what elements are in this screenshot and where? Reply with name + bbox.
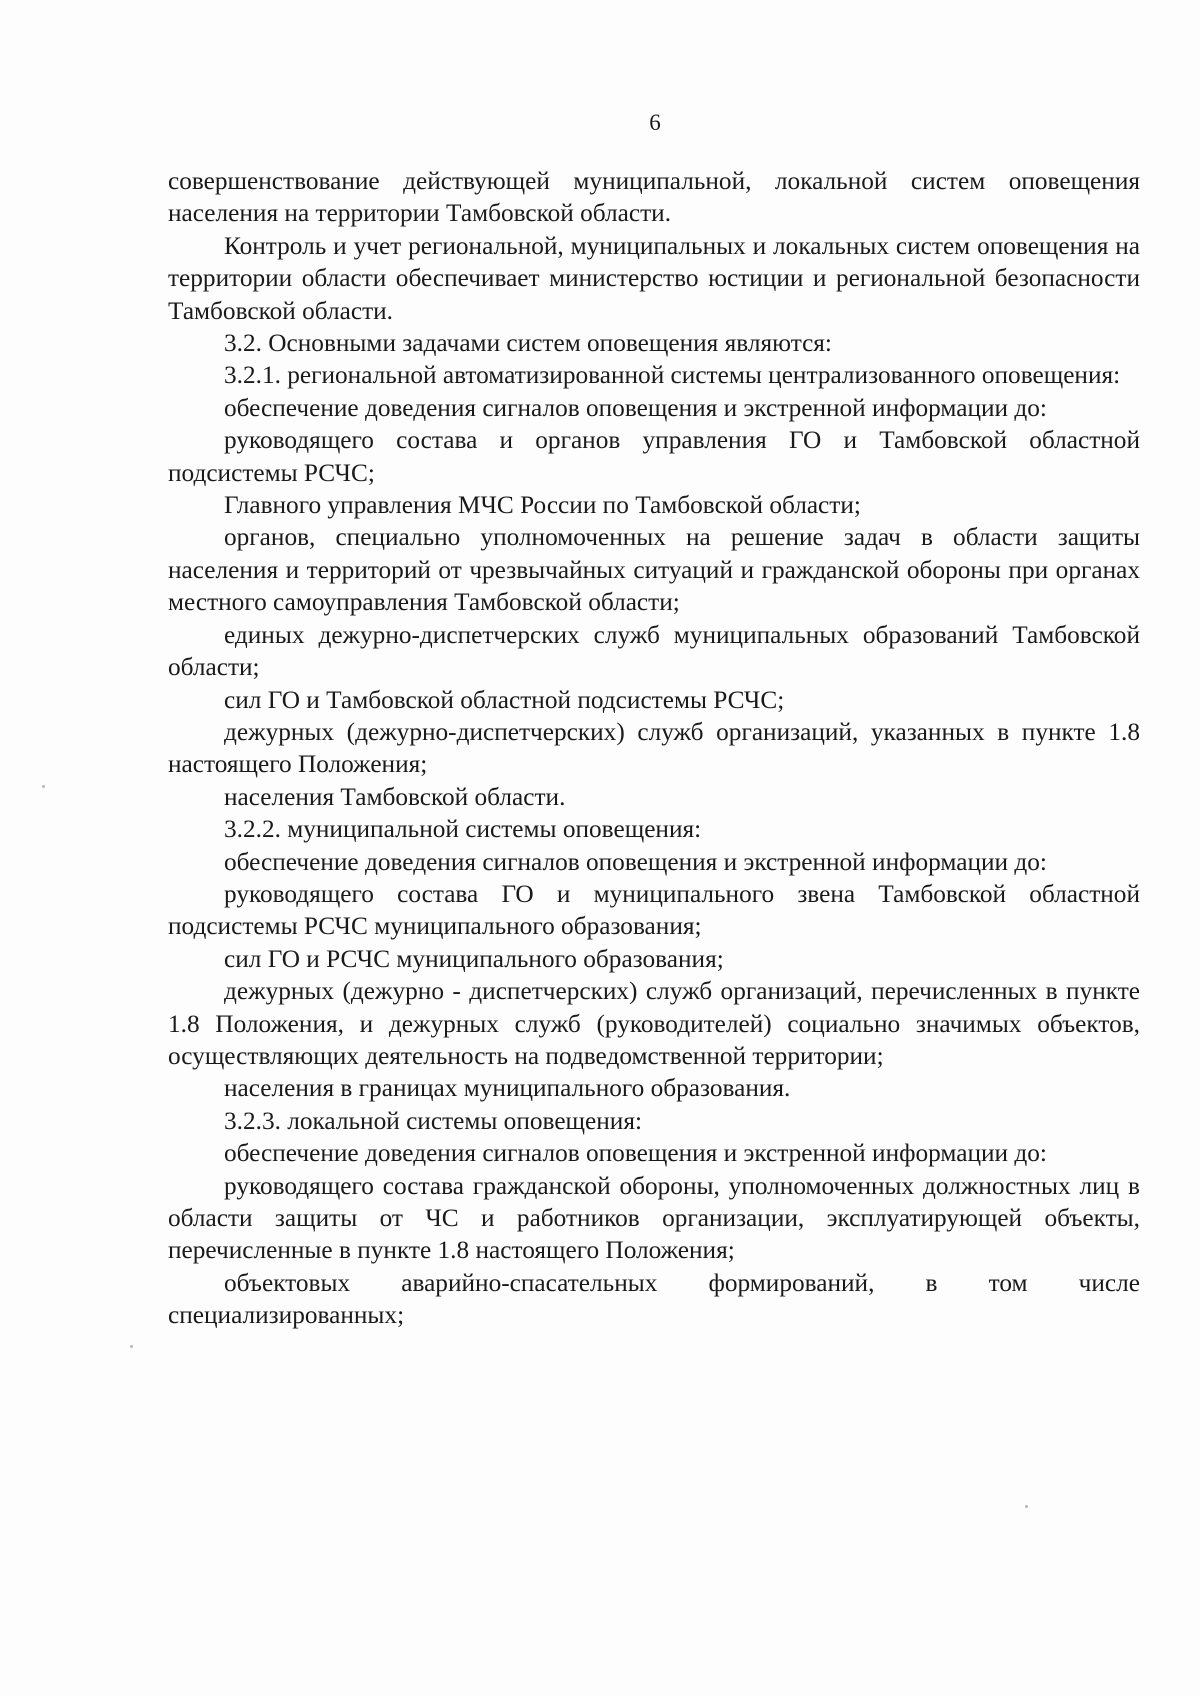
page-number: 6 bbox=[649, 110, 661, 135]
paragraph: 3.2.2. муниципальной системы оповещения: bbox=[224, 815, 702, 844]
paragraph: совершенствование действующей муниципальной, локальной систем оповещения населения на территории Тамбовской области. bbox=[168, 167, 1140, 228]
paragraph: дежурных (дежурно-диспетчерских) служб организаций, указанных в пункте 1.8 настоящего Положения; bbox=[168, 717, 1140, 779]
paragraph: обеспечение доведения сигналов оповещения и экстренной информации до: bbox=[224, 1139, 1047, 1168]
paragraph: руководящего состава гражданской обороны, уполномоченных должностных лиц в области защиты от ЧС и работников организации, эксплуатирующей объекты, перечисленные в пункте 1.8 настоящего Положения; bbox=[168, 1171, 1140, 1265]
paragraph: 3.2.3. локальной системы оповещения: bbox=[224, 1106, 642, 1135]
paragraph: обеспечение доведения сигналов оповещения и экстренной информации до: bbox=[224, 847, 1047, 876]
paragraph: населения Тамбовской области. bbox=[224, 782, 566, 811]
paragraph: 3.2. Основными задачами систем оповещения являются: bbox=[224, 329, 832, 358]
paragraph: 3.2.1. региональной автоматизированной системы централизованного оповещения: bbox=[224, 361, 1121, 390]
scan-speck bbox=[130, 1345, 133, 1348]
scan-speck bbox=[42, 785, 45, 788]
paragraph: населения в границах муниципального образования. bbox=[224, 1074, 791, 1103]
paragraph: дежурных (дежурно - диспетчерских) служб организаций, перечисленных в пункте 1.8 Положения, и дежурных служб (руководителей) социально значимых объектов, осуществляющих деятельность на подведомственной территории; bbox=[168, 977, 1140, 1070]
document-body bbox=[168, 165, 1140, 1332]
paragraph: сил ГО и РСЧС муниципального образования; bbox=[224, 944, 724, 973]
paragraph: Контроль и учет региональной, муниципальных и локальных систем оповещения на территории области обеспечивает министерство юстиции и региональной безопасности Тамбовской области. bbox=[168, 231, 1140, 325]
paragraph: единых дежурно-диспетчерских служб муниципальных образований Тамбовской области; bbox=[168, 620, 1140, 682]
paragraph: органов, специально уполномоченных на решение задач в области защиты населения и территорий от чрезвычайных ситуаций и гражданской обороны при органах местного самоуправления Тамбовской области; bbox=[168, 523, 1140, 617]
scan-speck bbox=[1025, 1505, 1028, 1508]
paragraph: сил ГО и Тамбовской областной подсистемы РСЧС; bbox=[224, 685, 785, 714]
paragraph: обеспечение доведения сигналов оповещения и экстренной информации до: bbox=[224, 393, 1047, 422]
paragraph: Главного управления МЧС России по Тамбовской области; bbox=[224, 491, 861, 520]
paragraph: руководящего состава и органов управления ГО и Тамбовской областной подсистемы РСЧС; bbox=[168, 426, 1140, 487]
paragraph: объектовых аварийно-спасательных формирований, в том числе специализированных; bbox=[168, 1268, 1140, 1330]
paragraph: руководящего состава ГО и муниципального звена Тамбовской областной подсистемы РСЧС муниципального образования; bbox=[168, 879, 1140, 941]
